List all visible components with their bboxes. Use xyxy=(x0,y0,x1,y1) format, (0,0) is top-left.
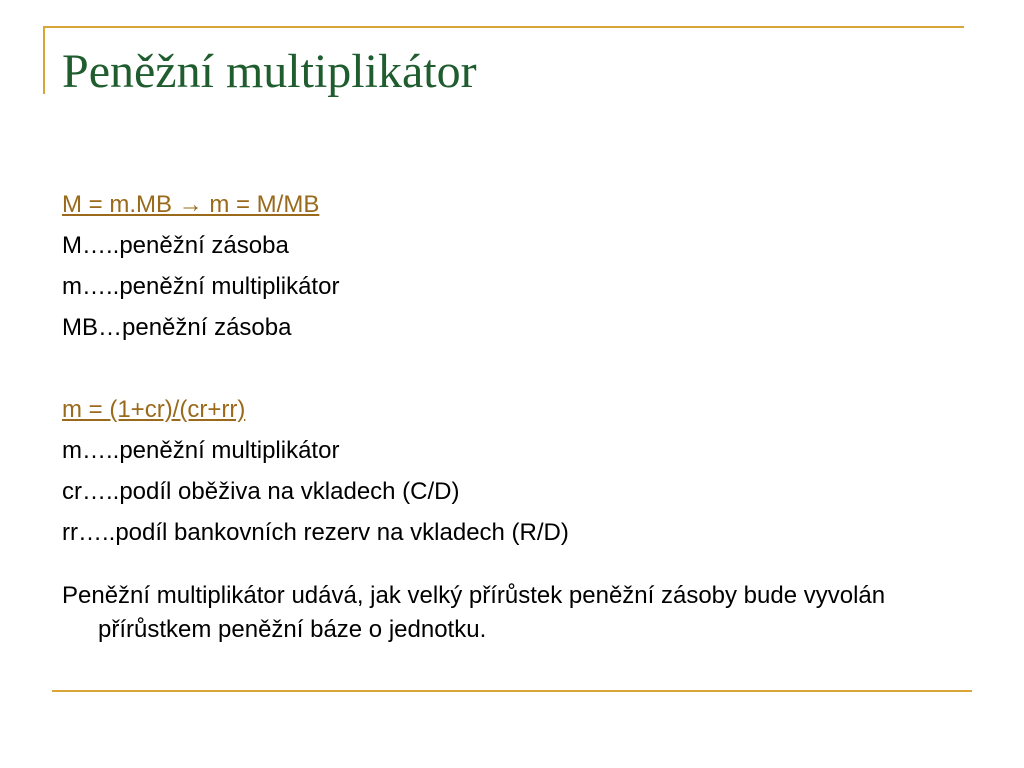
slide-title: Peněžní multiplikátor xyxy=(62,45,477,98)
formula-money-supply: M = m.MB → m = M/MB xyxy=(62,191,320,218)
top-decorative-line xyxy=(43,26,964,28)
left-decorative-line xyxy=(43,26,45,94)
definition-line: rr…..podíl bankovních rezerv na vkladech (R/D) xyxy=(62,519,569,546)
definition-line: m…..peněžní multiplikátor xyxy=(62,273,340,300)
definition-line: M…..peněžní zásoba xyxy=(62,232,289,259)
spacer xyxy=(62,348,962,389)
summary-paragraph: Peněžní multiplikátor udává, jak velký přírůstek peněžní zásoby bude vyvolán přírůstkem peněžní báze o jednotku. xyxy=(62,582,886,643)
definition-line: m…..peněžní multiplikátor xyxy=(62,437,340,464)
spacer xyxy=(62,553,962,573)
slide-content xyxy=(62,184,962,643)
formula-multiplier: m = (1+cr)/(cr+rr) xyxy=(62,396,246,423)
definition-line: MB…peněžní zásoba xyxy=(62,314,292,341)
definition-line: cr…..podíl oběživa na vkladech (C/D) xyxy=(62,478,460,505)
bottom-decorative-line xyxy=(52,690,972,692)
